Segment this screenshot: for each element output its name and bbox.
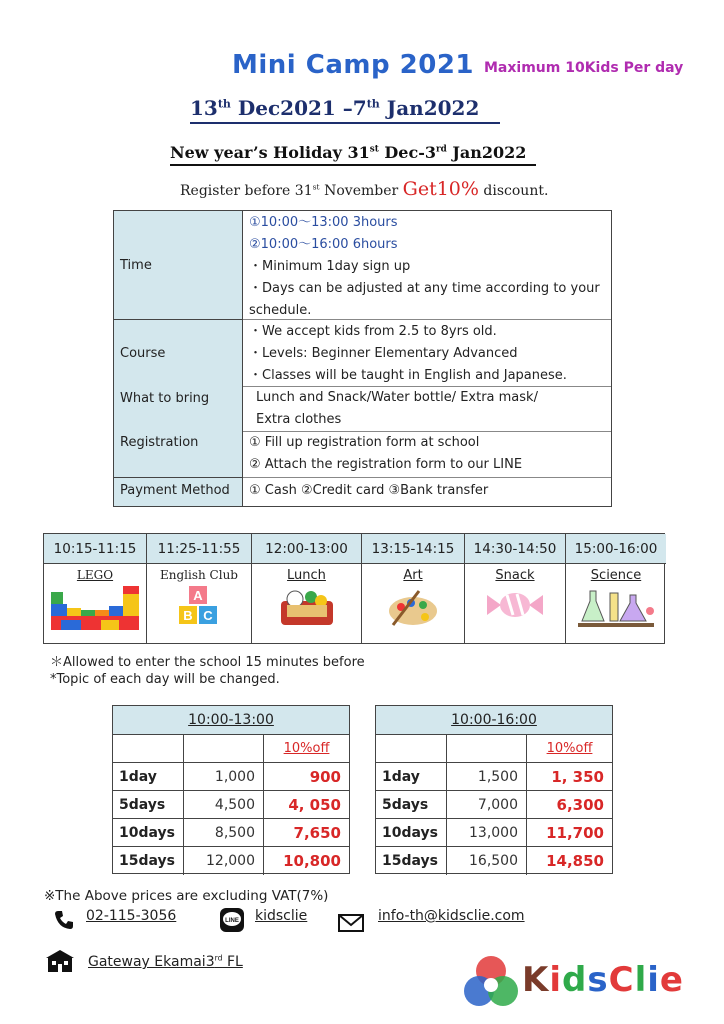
svg-text:C: C [203,608,213,623]
schedule-cell: 15:00-16:00 Science [566,534,666,643]
table-row: 10days 8,500 7,650 [113,819,349,847]
mail-icon [338,914,364,932]
lego-icon [51,586,139,630]
schedule-cell: 13:15-14:15 Art [362,534,465,643]
time-label: Time [120,258,152,273]
schedule-cell: 11:25-11:55 English Club A B C [147,534,252,643]
table-row: 10%off [113,735,349,763]
svg-text:LINE: LINE [225,918,239,924]
email-link[interactable]: info-th@kidsclie.com [378,908,525,924]
registration-values: ① Fill up registration form at school ② Attach the registration form to our LINE [249,435,523,472]
price-table-title: 10:00-13:00 [113,706,349,735]
logo-icon [462,953,520,1011]
bring-label: What to bring [120,391,210,406]
svg-text:B: B [183,608,193,623]
phone-link[interactable]: 02-115-3056 [86,908,177,924]
line-icon [220,908,244,932]
register-discount-note: Register before 31st November Get10% discount. [180,178,549,200]
palette-icon [385,587,441,627]
table-row: 10days 13,000 11,700 [376,819,612,847]
registration-label: Registration [120,435,199,450]
bring-values: Lunch and Snack/Water bottle/ Extra mask/ Extra clothes [256,390,538,427]
lunchbox-icon [277,587,337,627]
table-row: 15days 16,500 14,850 [376,847,612,875]
price-table-3h [112,705,350,874]
table-row: 5days 4,500 4, 050 [113,791,349,819]
line-link[interactable]: kidsclie [255,908,308,924]
candy-icon [487,587,543,623]
building-icon [46,950,74,972]
payment-values: ① Cash ②Credit card ③Bank transfer [249,483,489,498]
abc-blocks-icon [179,586,219,626]
flask-icon [576,587,656,627]
schedule-cell: 14:30-14:50 Snack [465,534,566,643]
price-table-title: 10:00-16:00 [376,706,612,735]
info-table [113,210,612,507]
price-table-6h [375,705,613,874]
course-values: ・We accept kids from 2.5 to 8yrs old. ・Levels: Beginner Elementary Advanced ・Classes will be taught in English and Japanese. [249,324,567,383]
page-title: Mini Camp 2021 [232,50,475,80]
schedule-cell: 12:00-13:00 Lunch [252,534,362,643]
course-label: Course [120,346,166,361]
topic-note: *Topic of each day will be changed. [50,672,280,687]
table-row: 5days 7,000 6,300 [376,791,612,819]
phone-icon [54,910,74,930]
table-row: 1day 1,000 900 [113,763,349,791]
schedule-table [43,533,665,644]
camp-dates: 13th Dec2021 –7th Jan2022 [190,96,500,124]
vat-note: ※The Above prices are excluding VAT(7%) [44,888,329,904]
logo-wordmark: KidsClie [522,960,684,1000]
table-row: 1day 1,500 1, 350 [376,763,612,791]
payment-label: Payment Method [120,483,230,498]
table-row: 15days 12,000 10,800 [113,847,349,875]
time-values: ①10:00～13:00 3hours ②10:00～16:00 6hours ・Minimum 1day sign up ・Days can be adjusted at any time according to your schedule. [249,215,600,318]
table-row: 10%off [376,735,612,763]
address: Gateway Ekamai3rd FL [88,953,243,970]
schedule-cell: 10:15-11:15 LEGO [44,534,147,643]
entry-note: ＊Allowed to enter the school 15 minutes before [50,655,365,670]
max-kids-note: Maximum 10Kids Per day [484,60,684,76]
svg-text:A: A [193,588,203,603]
holiday-dates: New year’s Holiday 31st Dec-3rd Jan2022 [170,143,536,166]
